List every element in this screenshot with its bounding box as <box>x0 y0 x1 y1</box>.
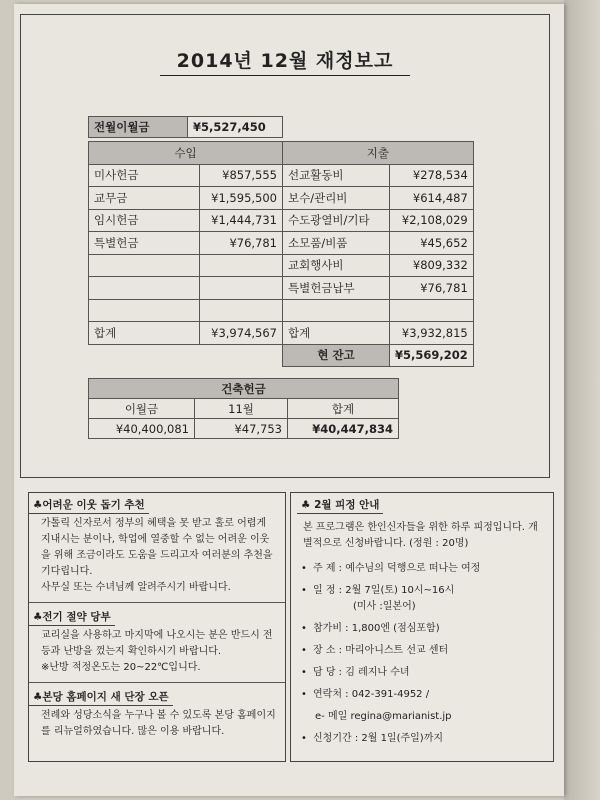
building-fund-total: ¥40,447,834 <box>288 419 399 439</box>
expense-header: 지출 <box>283 142 474 165</box>
section-divider <box>29 602 285 603</box>
retreat-deadline: • 신청기간 : 2월 1일(주일)까지 <box>301 733 444 744</box>
retreat-mass-language: (미사 :일본어) <box>353 601 416 612</box>
income-item-label: 교무금 <box>89 187 200 210</box>
retreat-box <box>290 492 554 762</box>
building-fund-title: 건축헌금 <box>89 379 399 399</box>
section-divider <box>29 682 285 683</box>
expense-item-label: 수도광열비/기타 <box>283 209 390 232</box>
income-item-value: ¥76,781 <box>200 232 283 255</box>
expense-item-label: 선교활동비 <box>283 164 390 187</box>
income-header: 수입 <box>89 142 283 165</box>
income-total-value: ¥3,974,567 <box>200 322 283 345</box>
expense-item-label: 소모품/비품 <box>283 232 390 255</box>
expense-item-value: ¥76,781 <box>390 277 474 300</box>
building-fund-table <box>88 378 399 439</box>
retreat-theme: • 주 제 : 예수님의 덕행으로 떠나는 여정 <box>301 563 481 574</box>
expense-item-label: 교회행사비 <box>283 254 390 277</box>
previous-balance-table <box>88 116 283 138</box>
building-fund-november: ¥47,753 <box>195 419 288 439</box>
expense-item-label: 특별헌금납부 <box>283 277 390 300</box>
expense-total-label: 합계 <box>283 322 390 345</box>
neighbor-help-text: 가톨릭 신자로서 정부의 혜택을 못 받고 홀로 어렵게 지내시는 분이나, 학업에 열중할 수 없는 어려운 이웃을 위해 조금이라도 도움을 드리고자 여러분의 추천을 기다립니다. <box>41 518 273 577</box>
income-item-label <box>89 277 200 300</box>
retreat-contact-person: • 담 당 : 김 레지나 수녀 <box>301 667 410 678</box>
income-item-label: 임시헌금 <box>89 209 200 232</box>
building-fund-carryover: ¥40,400,081 <box>89 419 195 439</box>
retreat-email: e- 메일 regina@marianist.jp <box>315 711 452 722</box>
expense-item-value <box>390 299 474 322</box>
table-row <box>89 164 474 187</box>
expense-item-value: ¥614,487 <box>390 187 474 210</box>
retreat-fee: • 참가비 : 1,800엔 (점심포함) <box>301 623 440 634</box>
retreat-title: ♣ 2월 피정 안내 <box>297 495 383 514</box>
expense-item-value: ¥2,108,029 <box>390 209 474 232</box>
homepage-renewal-title: ♣본당 홈페이지 새 단장 오픈 <box>29 687 173 706</box>
income-expense-table <box>88 141 474 367</box>
homepage-renewal-body: 전례와 성당소식을 누구나 볼 수 있도록 본당 홈페이지를 리뉴얼하였습니다. 많은 이용 바랍니다. <box>41 710 276 737</box>
retreat-schedule: • 일 정 : 2월 7일(토) 10시~16시 <box>301 585 455 596</box>
income-total-label: 합계 <box>89 322 200 345</box>
adjacent-page-edge <box>564 0 600 800</box>
retreat-intro: 본 프로그램은 한인신자들을 위한 하루 피정입니다. 개별적으로 신청바랍니다. (정원 : 20명) <box>303 522 538 549</box>
income-item-value: ¥857,555 <box>200 164 283 187</box>
expense-item-label: 보수/관리비 <box>283 187 390 210</box>
income-item-value: ¥1,444,731 <box>200 209 283 232</box>
building-fund-header: 11월 <box>195 399 288 419</box>
current-balance-value: ¥5,569,202 <box>390 344 474 367</box>
income-item-label: 미사헌금 <box>89 164 200 187</box>
current-balance-label: 현 잔고 <box>283 344 390 367</box>
retreat-place: • 장 소 : 마리아니스트 선교 센터 <box>301 645 449 656</box>
expense-total-value: ¥3,932,815 <box>390 322 474 345</box>
income-item-value <box>200 277 283 300</box>
energy-saving-body <box>29 626 285 680</box>
table-row <box>89 209 474 232</box>
heating-temperature-note: ※난방 적정온도는 20~22℃입니다. <box>41 662 201 673</box>
table-row <box>89 254 474 277</box>
expense-item-value: ¥278,534 <box>390 164 474 187</box>
income-item-value: ¥1,595,500 <box>200 187 283 210</box>
neighbor-help-title: ♣어려운 이웃 돕기 추천 <box>29 495 149 514</box>
retreat-phone: • 연락처 : 042-391-4952 / <box>301 689 430 700</box>
table-row <box>89 277 474 300</box>
expense-item-value: ¥809,332 <box>390 254 474 277</box>
income-item-label <box>89 254 200 277</box>
expense-item-value: ¥45,652 <box>390 232 474 255</box>
building-fund-header: 합계 <box>288 399 399 419</box>
notices-box <box>28 492 286 762</box>
neighbor-help-contact: 사무실 또는 수녀님께 알려주시기 바랍니다. <box>41 582 231 593</box>
income-expense-rows <box>89 164 474 322</box>
prev-balance-value: ¥5,527,450 <box>188 117 283 138</box>
page-title: 2014년 12월 재정보고 <box>160 46 410 76</box>
table-row <box>89 232 474 255</box>
income-item-value <box>200 254 283 277</box>
energy-saving-title: ♣전기 절약 당부 <box>29 607 115 626</box>
prev-balance-label: 전월이월금 <box>89 117 188 138</box>
table-row <box>89 299 474 322</box>
income-item-label: 특별헌금 <box>89 232 200 255</box>
energy-saving-text: 교리실을 사용하고 마지막에 나오시는 분은 반드시 전등과 난방을 껐는지 확인하시기 바랍니다. <box>41 630 273 657</box>
income-item-label <box>89 299 200 322</box>
income-item-value <box>200 299 283 322</box>
table-row <box>89 187 474 210</box>
building-fund-header: 이월금 <box>89 399 195 419</box>
neighbor-help-body <box>29 514 285 600</box>
expense-item-label <box>283 299 390 322</box>
